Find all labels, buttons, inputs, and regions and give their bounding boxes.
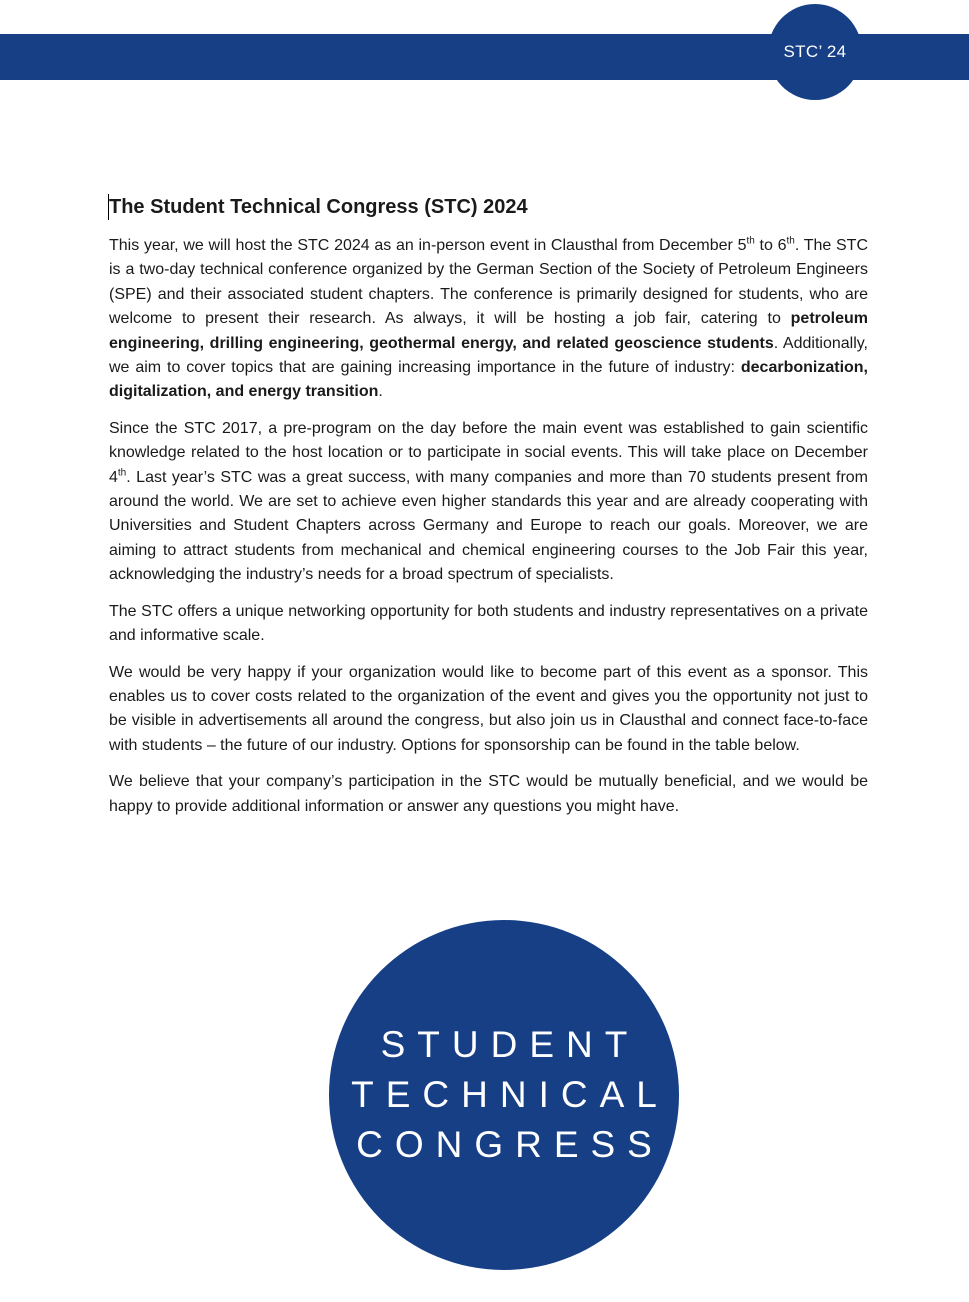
text-run: to 6 — [754, 237, 787, 254]
logo-line-2: TECHNICAL — [351, 1074, 669, 1115]
text-run: . Last year’s STC was a great success, with many companies and more than 70 students present from around the world. We are set to achieve even higher standards this year and are already cooperating with Universities and Student Chapters across Germany and Europe to reach our goals. Moreover, we are aiming to attract students from mechanical and chemical engineering courses to the Job Fair this year, acknowledging the industry’s needs for a broad spectrum of specialists. — [109, 468, 868, 584]
paragraph-intro — [109, 234, 868, 405]
header-badge — [768, 4, 862, 100]
paragraph-closing: We believe that your company’s participation in the STC would be mutually beneficial, and we would be happy to provide additional information or answer any questions you might have. — [109, 773, 868, 815]
text-run: Since the STC 2017, a pre-program on the day before the main event was established to gain scientific knowledge related to the host location or to participate in social events. This will take place on December 4 — [109, 419, 868, 486]
bold-text: petroleum engineering, drilling engineering, geothermal energy, and related geoscience students — [109, 310, 868, 352]
header-badge-label: STC’ 24 — [783, 42, 847, 61]
bold-text: decarbonization, digitalization, and energy transition — [109, 359, 868, 401]
text-run: . Additionally, we aim to cover topics that are gaining increasing importance in the future of industry: — [109, 334, 869, 377]
text-run: . — [378, 383, 383, 401]
superscript: th — [117, 467, 127, 479]
document-body — [109, 194, 868, 831]
page-title: The Student Technical Congress (STC) 2024 — [108, 194, 868, 220]
paragraph-history — [109, 417, 868, 588]
stc-logo — [329, 920, 679, 1270]
logo-line-3: CONGRESS — [356, 1124, 664, 1165]
text-run: This year, we will host the STC 2024 as an in-person event in Clausthal from December 5 — [109, 237, 747, 254]
logo-line-1: STUDENT — [380, 1024, 640, 1065]
superscript: th — [786, 235, 795, 247]
paragraph-sponsorship: We would be very happy if your organization would like to become part of this event as a sponsor. This enables us to cover costs related to the organization of the event and gives you the opportunity not just to be visible in advertisements all around the congress, but also join us in Clausthal and connect face-to-face with students – the future of our industry. Options for sponsorship can be found in the table below. — [109, 663, 868, 754]
paragraph-networking: The STC offers a unique networking opportunity for both students and industry representatives on a private and informative scale. — [109, 602, 868, 645]
text-run: . The STC is a two-day technical conference organized by the German Section of the Society of Petroleum Engineers (SPE) and their associated student chapters. The conference is primarily designed for students, who are welcome to present their research. As always, it will be hosting a job fair, catering to — [109, 237, 868, 328]
superscript: th — [746, 235, 755, 247]
